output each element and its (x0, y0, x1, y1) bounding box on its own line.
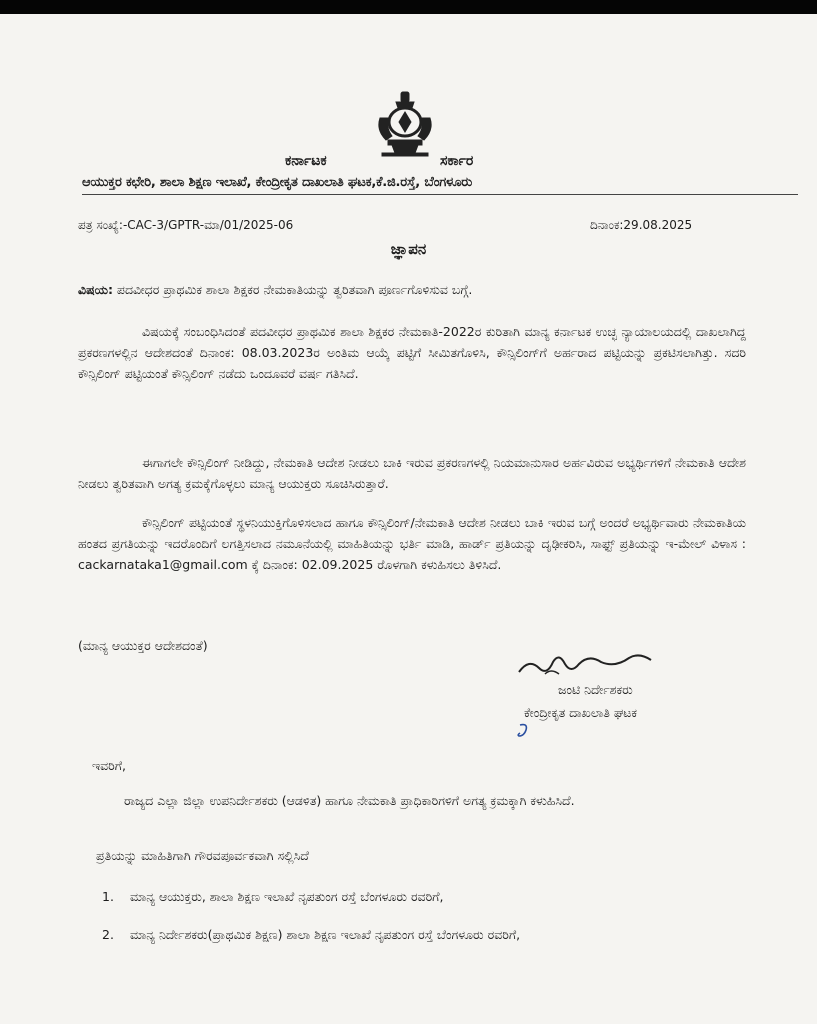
list-item-text: ಮಾನ್ಯ ನಿರ್ದೇಶಕರು(ಪ್ರಾಥಮಿಕ ಶಿಕ್ಷಣ) ಶಾಲಾ ಶಿಕ್ಷಣ ಇಲಾಖೆ ನೃಪತುಂಗ ರಸ್ತೆ ಬೆಂಗಳೂರು ರವರಿಗೆ, (130, 927, 521, 942)
paragraph-text: ವಿಷಯಕ್ಕೆ ಸಂಬಂಧಿಸಿದಂತೆ ಪದವೀಧರ ಪ್ರಾಥಮಿಕ ಶಾಲಾ ಶಿಕ್ಷಕರ ನೇಮಕಾತಿ-2022ರ ಕುರಿತಾಗಿ ಮಾನ್ಯ ಕರ್ನಾಟಕ ಉಚ್ಛ ನ್ಯಾಯಾಲಯದಲ್ಲಿ ದಾಖಲಾಗಿದ್ದ ಪ್ರಕರಣಗಳಲ್ಲಿನ ಆದೇಶದಂತೆ ದಿನಾಂಕ: 08.03.2023ರ ಅಂತಿಮ ಆಯ್ಕೆ ಪಟ್ಟಿಗೆ ಸೀಮಿತಗೊಳಿಸಿ, ಕೌನ್ಸಿಲಿಂಗ್‌ಗೆ ಅರ್ಹರಾದ ಪಟ್ಟಿಯನ್ನು ಪ್ರಕಟಿಸಲಾಗಿತ್ತು. ಸದರಿ ಕೌನ್ಸಿಲಿಂಗ್ ಪಟ್ಟಿಯಂತೆ ಕೌನ್ಸಿಲಿಂಗ್ ನಡೆದು ಒಂದೂವರೆ ವರ್ಷ ಗತಿಸಿದೆ. (78, 324, 746, 381)
copy-to-label: ಪ್ರತಿಯನ್ನು ಮಾಹಿತಿಗಾಗಿ ಗೌರವಪೂರ್ವಕವಾಗಿ ಸಲ್ಲಿಸಿದೆ (96, 848, 309, 863)
state-name: ಕರ್ನಾಟಕ (285, 153, 327, 169)
list-item (102, 924, 742, 946)
initial-mark-icon (516, 722, 532, 738)
office-address: ಆಯುಕ್ತರ ಕಛೇರಿ, ಶಾಲಾ ಶಿಕ್ಷಣ ಇಲಾಖೆ, ಕೇಂದ್ರೀಕೃತ ದಾಖಲಾತಿ ಘಟಕ,ಕೆ.ಜಿ.ರಸ್ತೆ, ಬೆಂಗಳೂರು (82, 175, 473, 190)
order-note: (ಮಾನ್ಯ ಆಯುಕ್ತರ ಆದೇಶದಂತೆ) (78, 638, 208, 653)
copy-to-list (102, 886, 742, 962)
recipient-text: ರಾಜ್ಯದ ಎಲ್ಲಾ ಜಿಲ್ಲಾ ಉಪನಿರ್ದೇಶಕರು (ಆಡಳಿತ) ಹಾಗೂ ನೇಮಕಾತಿ ಪ್ರಾಧಿಕಾರಿಗಳಿಗೆ ಅಗತ್ಯ ಕ್ರಮಕ್ಕಾಗಿ ಕಳುಹಿಸಿದೆ. (124, 793, 575, 808)
document-title: ಜ್ಞಾಪನ (390, 240, 427, 258)
reference-number: ಪತ್ರ ಸಂಖ್ಯೆ:-CAC-3/GPTR-ಮಾ/01/2025-06 (78, 218, 294, 232)
subject-line (78, 282, 472, 298)
signature-icon (515, 652, 715, 680)
recipient-label: ಇವರಿಗೆ, (92, 758, 126, 773)
subject-label: ವಿಷಯ: (78, 282, 113, 297)
body-paragraph-1 (78, 321, 746, 384)
list-item-text: ಮಾನ್ಯ ಆಯುಕ್ತರು, ಶಾಲಾ ಶಿಕ್ಷಣ ಇಲಾಖೆ ನೃಪತುಂಗ ರಸ್ತೆ ಬೆಂಗಳೂರು ರವರಿಗೆ, (130, 889, 444, 904)
top-black-bar (0, 0, 817, 14)
list-number: 2. (102, 927, 114, 942)
body-paragraph-3 (78, 512, 746, 575)
government-label: ಸರ್ಕಾರ (440, 153, 474, 169)
state-emblem-icon (374, 88, 436, 158)
paragraph-text: ಈಗಾಗಲೇ ಕೌನ್ಸಿಲಿಂಗ್ ನೀಡಿದ್ದು, ನೇಮಕಾತಿ ಆದೇಶ ನೀಡಲು ಬಾಕಿ ಇರುವ ಪ್ರಕರಣಗಳಲ್ಲಿ ನಿಯಮಾನುಸಾರ ಅರ್ಹವಿರುವ ಅಭ್ಯರ್ಥಿಗಳಿಗೆ ನೇಮಕಾತಿ ಆದೇಶ ನೀಡಲು ತ್ವರಿತವಾಗಿ ಅಗತ್ಯ ಕ್ರಮಕ್ಕೆಗೊಳ್ಳಲು ಮಾನ್ಯ ಆಯುಕ್ತರು ಸೂಚಿಸಿರುತ್ತಾರೆ. (78, 455, 746, 491)
paragraph-text: ಕೌನ್ಸಿಲಿಂಗ್ ಪಟ್ಟಿಯಂತೆ ಸ್ಥಳನಿಯುಕ್ತಿಗೊಳಿಸಲಾದ ಹಾಗೂ ಕೌನ್ಸಿಲಿಂಗ್/ನೇಮಕಾತಿ ಆದೇಶ ನೀಡಲು ಬಾಕಿ ಇರುವ ಬಗ್ಗೆ ಅಂದರೆ ಅಭ್ಯರ್ಥಿವಾರು ನೇಮಕಾತಿಯ ಹಂತದ ಪ್ರಗತಿಯನ್ನು ಇದರೊಂದಿಗೆ ಲಗತ್ತಿಸಲಾದ ನಮೂನೆಯಲ್ಲಿ ಮಾಹಿತಿಯನ್ನು ಭರ್ತಿ ಮಾಡಿ, ಹಾರ್ಡ್ ಪ್ರತಿಯನ್ನು ದೃಢೀಕರಿಸಿ, ಸಾಫ್ಟ್ ಪ್ರತಿಯನ್ನು ಇ-ಮೇಲ್ ವಿಳಾಸ : cackarnataka1@gmail.com ಕ್ಕೆ ದಿನಾಂಕ: 02.09.2025 ರೊಳಗಾಗಿ ಕಳುಹಿಸಲು ತಿಳಿಸಿದೆ. (78, 515, 746, 572)
list-item (102, 886, 742, 908)
subject-text: ಪದವೀಧರ ಪ್ರಾಥಮಿಕ ಶಾಲಾ ಶಿಕ್ಷಕರ ನೇಮಕಾತಿಯನ್ನು ತ್ವರಿತವಾಗಿ ಪೂರ್ಣಗೊಳಿಸುವ ಬಗ್ಗೆ. (112, 282, 473, 297)
signatory-office: ಕೇಂದ್ರೀಕೃತ ದಾಖಲಾತಿ ಘಟಕ (524, 705, 638, 720)
document-date: ದಿನಾಂಕ:29.08.2025 (590, 218, 693, 232)
body-paragraph-2 (78, 452, 746, 494)
list-number: 1. (102, 889, 114, 904)
signatory-title: ಜಂಟಿ ನಿರ್ದೇಶಕರು (558, 682, 633, 697)
header-divider (82, 194, 798, 195)
